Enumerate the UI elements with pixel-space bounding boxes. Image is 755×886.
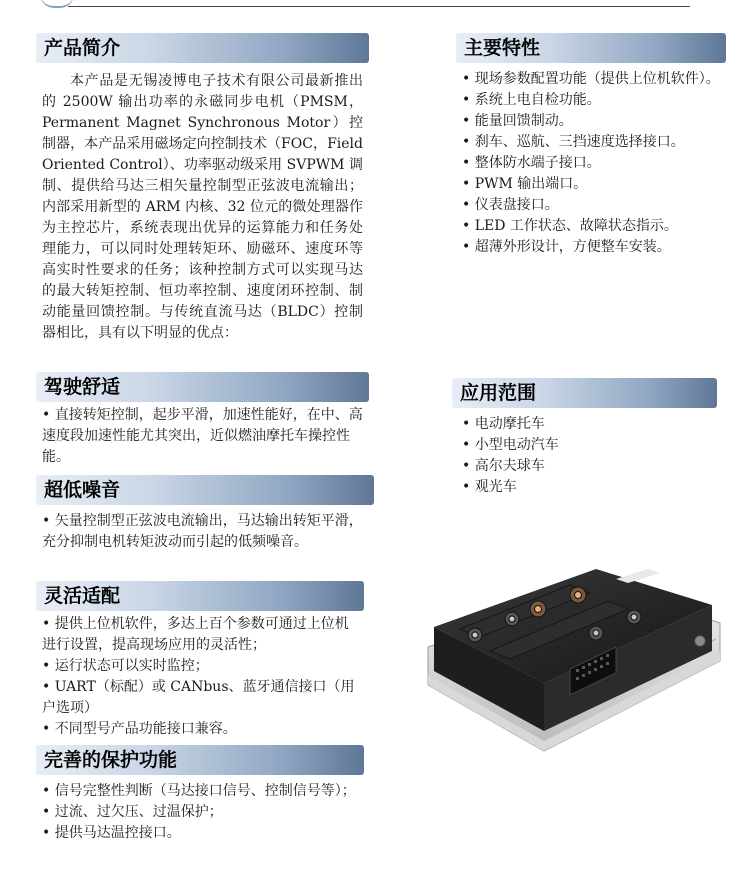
list-item: • 现场参数配置功能（提供上位机软件）。 [462, 71, 720, 87]
section-heading-noise: 超低噪音 [36, 475, 374, 505]
list-item: • LED 工作状态、故障状态指示。 [462, 218, 678, 234]
section-heading-intro: 产品简介 [36, 33, 369, 63]
list-item: • PWM 输出端口。 [462, 176, 588, 192]
list-item: • 提供马达温控接口。 [42, 825, 181, 841]
list-item: • UART（标配）或 CANbus、蓝牙通信接口（用户选项） [42, 679, 355, 716]
list-item: • 能量回馈制动。 [462, 113, 573, 129]
driving-section [36, 372, 369, 468]
list-item: • 仪表盘接口。 [462, 197, 559, 213]
applications-list [452, 414, 717, 498]
flexible-list [36, 614, 364, 740]
section-heading-applications: 应用范围 [452, 378, 717, 408]
list-item: • 刹车、巡航、三挡速度选择接口。 [462, 134, 685, 150]
list-item: • 运行状态可以实时监控； [42, 658, 209, 674]
list-item: • 提供上位机软件，多达上百个参数可通过上位机进行设置，提高现场应用的灵活性； [42, 616, 349, 653]
section-heading-driving: 驾驶舒适 [36, 372, 369, 402]
noise-list [36, 511, 374, 553]
list-item: • 小型电动汽车 [462, 437, 559, 453]
list-item: • 高尔夫球车 [462, 458, 545, 474]
list-item: • 信号完整性判断（马达接口信号、控制信号等）； [42, 783, 356, 799]
driving-list [36, 405, 369, 468]
list-item: • 直接转矩控制，起步平滑，加速性能好，在中、高速度段加速性能尤其突出，近似燃油摩托车操控性能。 [42, 407, 363, 465]
protection-list [36, 781, 364, 844]
list-item: • 电动摩托车 [462, 416, 545, 432]
list-item: • 观光车 [462, 479, 517, 495]
intro-section [36, 33, 369, 344]
protection-section [36, 745, 364, 844]
list-item: • 矢量控制型正弦波电流输出，马达输出转矩平滑，充分抑制电机转矩波动而引起的低频噪音。 [42, 513, 363, 550]
list-item: • 超薄外形设计，方便整车安装。 [462, 239, 671, 255]
noise-section [36, 475, 374, 553]
list-item: • 过流、过欠压、过温保护； [42, 804, 223, 820]
list-item: • 整体防水端子接口。 [462, 155, 601, 171]
header-rule [68, 6, 690, 7]
intro-paragraph: 本产品是无锡凌博电子技术有限公司最新推出的 2500W 输出功率的永磁同步电机（PMSM，Permanent Magnet Synchronous Motor）控制器，本产品采用磁场定向控制技术（FOC，Field Oriented Control）、功率驱动级采用 SVPWM 调制、提供给马达三相矢量控制型正弦波电流输出；内部采用新型的 ARM 内核、32 位元的微处理器作为主控芯片，系统表现出优异的运算能力和任务处理能力，可以同时处理转矩环、励磁环、速度环等高实时性要求的任务；该种控制方式可以实现马达的最大转矩控制、恒功率控制、速度闭环控制、制动能量回馈控制。与传统直流马达（BLDC）控制器相比，具有以下明显的优点： [42, 73, 363, 341]
section-heading-protection: 完善的保护功能 [36, 745, 364, 775]
list-item: • 不同型号产品功能接口兼容。 [42, 721, 237, 737]
section-heading-features: 主要特性 [456, 33, 726, 63]
features-list [456, 69, 726, 258]
section-heading-flexible: 灵活适配 [36, 581, 364, 611]
applications-section [452, 378, 717, 498]
features-section [456, 33, 726, 258]
list-item: • 系统上电自检功能。 [462, 92, 601, 108]
controller-product-image [420, 565, 735, 755]
flexible-section [36, 581, 364, 740]
